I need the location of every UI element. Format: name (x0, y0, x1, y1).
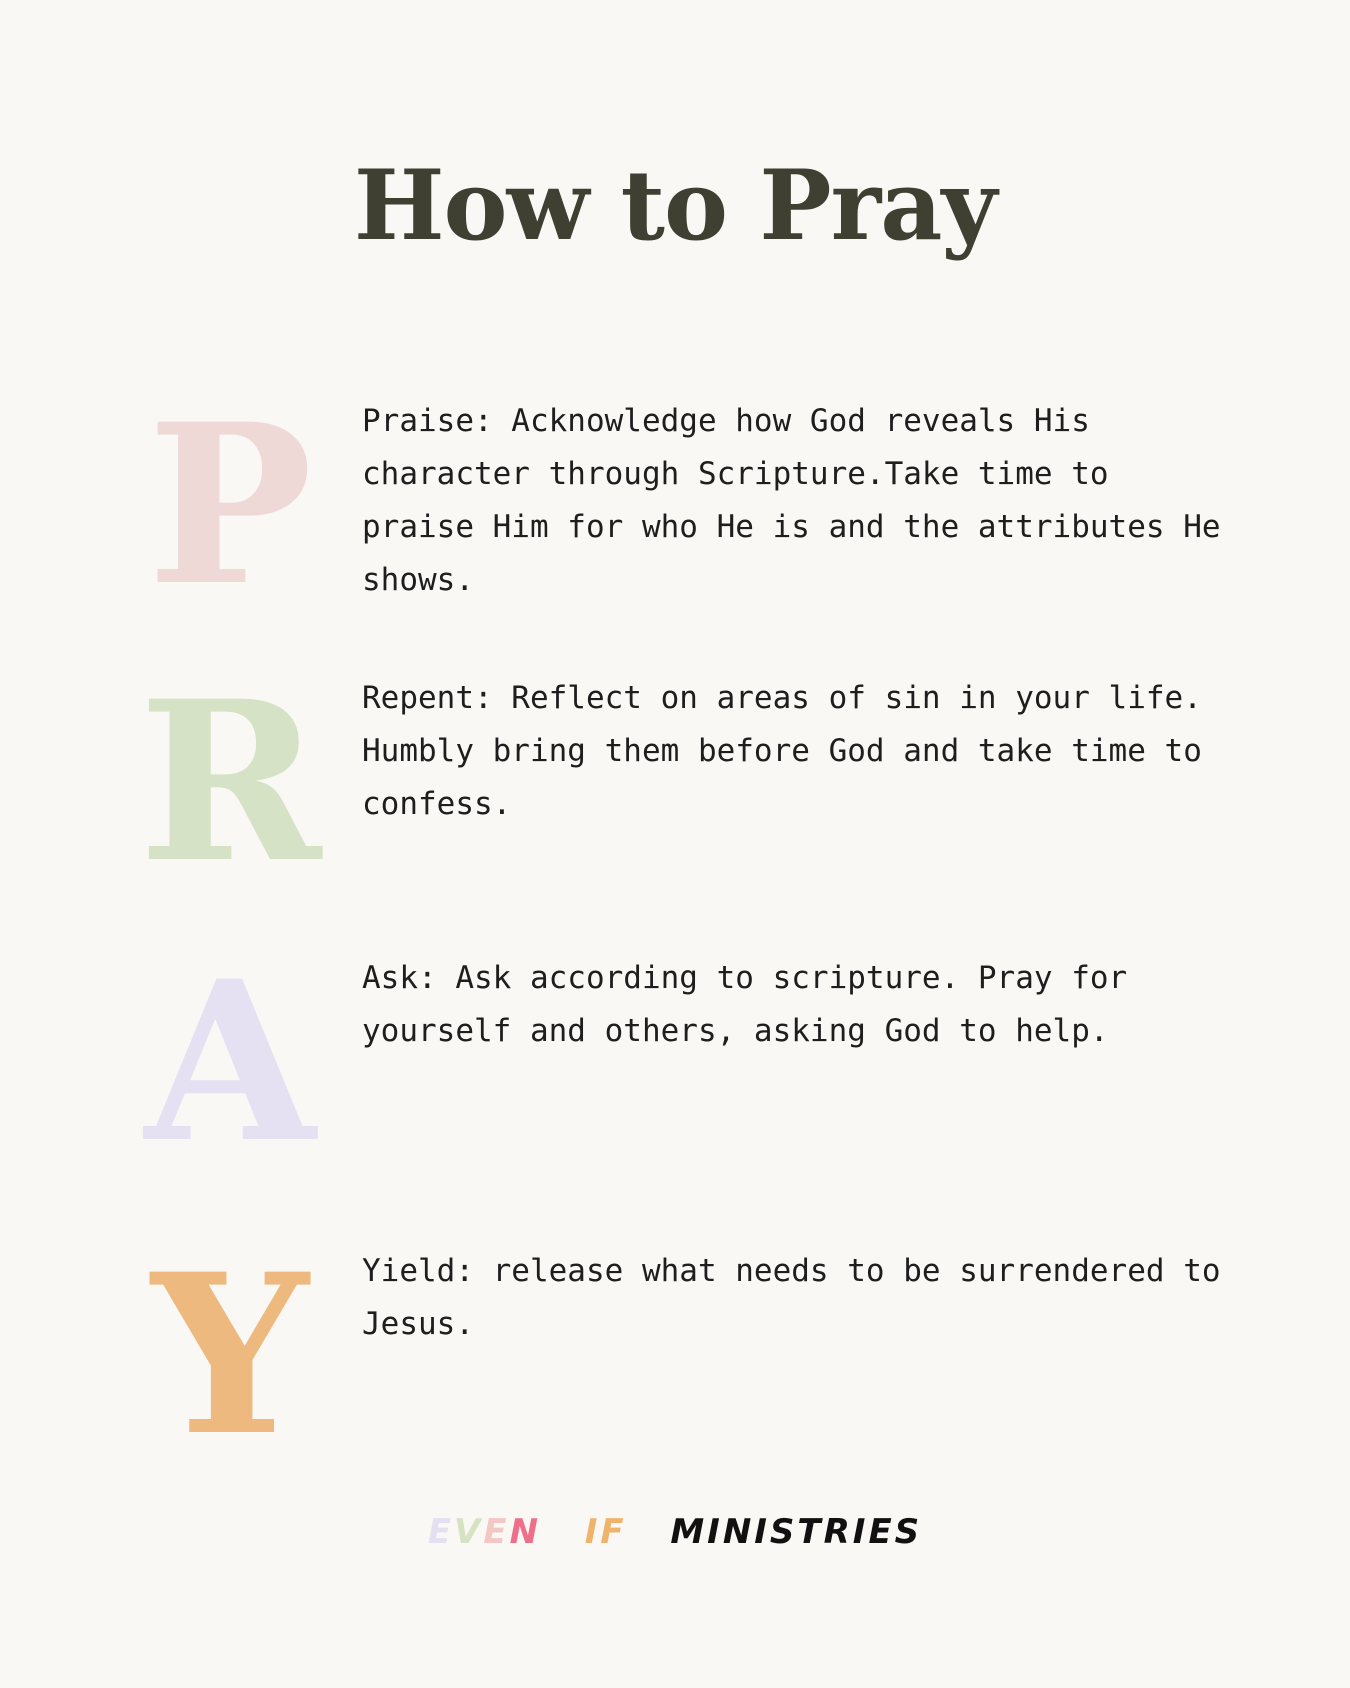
logo-if (585, 1512, 627, 1552)
ask-description: Ask: Ask according to scripture. Pray for yourself and others, asking God to help. (362, 960, 1128, 1049)
logo-ministries: MINISTRIES (670, 1512, 923, 1552)
praise-description: Praise: Acknowledge how God reveals His character through Scripture.Take time to praise Him for who He is and the attributes He shows. (362, 403, 1221, 598)
yield-description: Yield: release what needs to be surrendered to Jesus. (362, 1253, 1221, 1342)
letter-p: P (147, 375, 313, 634)
logo-letter: V (454, 1512, 484, 1552)
letter-y: Y (151, 1225, 309, 1484)
letter-a: A (144, 932, 316, 1191)
logo-letter: N (509, 1512, 542, 1552)
repent-description: Repent: Reflect on areas of sin in your life. Humbly bring them before God and take time to confess. (362, 680, 1202, 822)
logo-letter: E (483, 1512, 510, 1552)
page-title: How to Pray (353, 149, 997, 262)
letter-r: R (138, 652, 322, 911)
logo-letter: E (427, 1512, 455, 1552)
brand-logo (0, 1512, 1350, 1552)
logo-letter: F (600, 1512, 627, 1552)
logo-even (428, 1512, 541, 1552)
logo-letter: I (584, 1512, 601, 1552)
